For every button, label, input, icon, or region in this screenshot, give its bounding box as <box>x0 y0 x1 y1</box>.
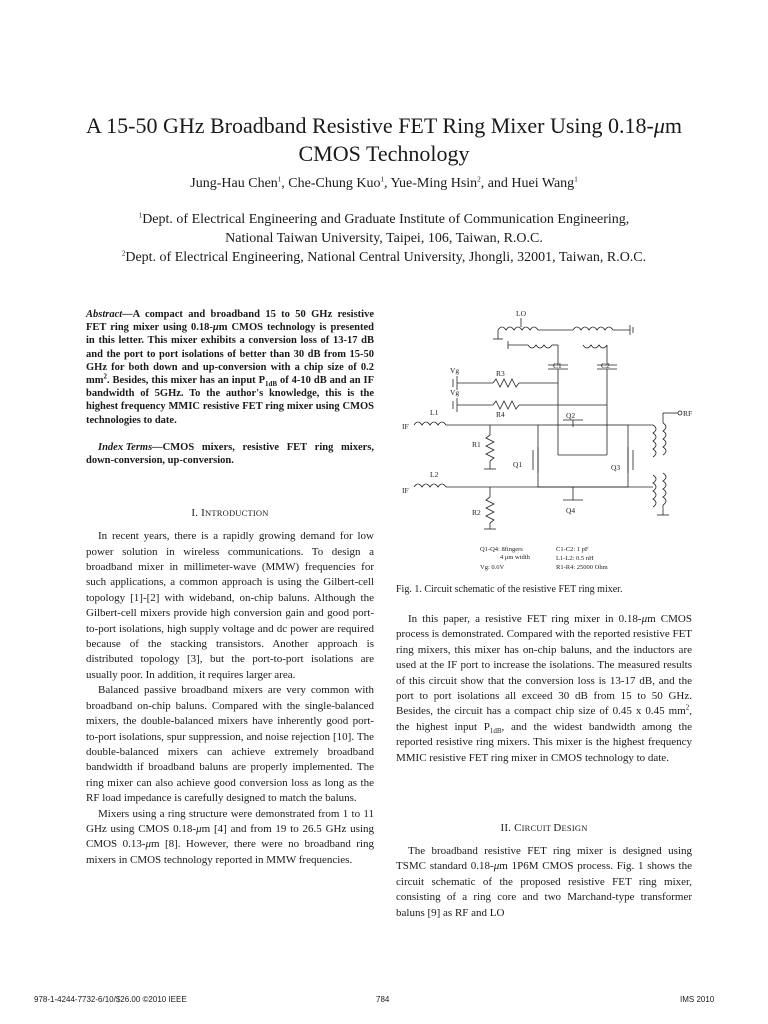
author-name: Che-Chung Kuo <box>288 176 381 191</box>
index-terms-text: —CMOS mixers, resistive FET ring mixers, down-conversion, up-conversion. <box>86 441 374 467</box>
lo-balun-coil <box>583 345 607 348</box>
inductor-l1 <box>414 422 446 425</box>
title-line-2: CMOS Technology <box>298 141 470 166</box>
note-transistors: Q1-Q4: 8fingers <box>480 546 523 553</box>
note-resistors: R1-R4: 25000 Ohm <box>556 564 608 571</box>
author-affil-sup: 1 <box>380 175 384 184</box>
footer-conference: IMS 2010 <box>680 995 715 1004</box>
author-list <box>60 176 708 192</box>
section-1-body <box>86 529 374 868</box>
author-affil-sup: 1 <box>277 175 282 184</box>
section-heading-cap: D <box>553 822 562 834</box>
section-heading-rest: ESIGN <box>561 823 588 833</box>
paragraph <box>396 612 692 766</box>
rf-balun-coil <box>663 473 666 505</box>
abstract-lead: Abstract <box>86 309 123 320</box>
label-rf: RF <box>683 409 693 418</box>
rf-balun-coil <box>653 425 656 457</box>
label-if: IF <box>402 422 409 431</box>
affil-1-sup: 1 <box>138 211 143 220</box>
label-lo: LO <box>516 309 526 318</box>
note-vg: Vg: 0.6V <box>480 564 505 571</box>
label-l1: L1 <box>430 408 439 417</box>
label-q2: Q2 <box>566 411 576 420</box>
lo-balun-coil <box>498 327 538 330</box>
affil-2-line-1: Dept. of Electrical Engineering, National Central University, Jhongli, 32001, Taiwan, R.O.C. <box>125 250 647 265</box>
label-vg: Vg <box>450 366 460 375</box>
footer-page-number: 784 <box>376 995 390 1004</box>
paragraph-text: m [4] and from 19 to 26.5 GHz using CMOS 0.13- <box>86 822 374 851</box>
paragraph-text: In this paper, a resistive FET ring mixer in 0.18- <box>408 613 642 625</box>
abstract-text: m CMOS technology is presented in this letter. This mixer exhibits a conversion loss of 13-17 dB and the port to port isolations of better than 30 dB from 15-50 GHz for both down and up-conversion with a chip size of 0.2 mm <box>86 322 374 387</box>
section-heading-rest: NTRODUCTION <box>205 508 269 519</box>
note-width: 4 μm width <box>500 554 530 561</box>
mu-symbol: μ <box>641 613 648 625</box>
label-l2: L2 <box>430 470 439 479</box>
paragraph-text: Mixers using a ring structure were demonstrated from 1 to 11 GHz using CMOS 0.18- <box>86 807 374 835</box>
paragraph-text: m 1P6M CMOS process. Fig. 1 shows the circuit schematic of the proposed resistive FET ring mixer, consisting of a ring core and two Marchand-type transformer baluns [9] as RF and LO <box>396 860 692 919</box>
author-separator: , <box>383 176 391 191</box>
section-heading-cap: I <box>201 507 206 520</box>
label-r4: R4 <box>496 410 505 419</box>
label-vg: Vg <box>450 388 460 397</box>
section-2-body <box>396 844 692 921</box>
author-name: Huei Wang <box>511 176 575 191</box>
abstract-text: . Besides, this mixer has an input P <box>107 375 266 387</box>
note-inductors: L1-L2: 0.5 nH <box>556 555 594 562</box>
mu-symbol: μ <box>145 838 152 851</box>
abstract-text: of 4-10 dB and an IF bandwidth of 5GHz. To the author's knowledge, this is the highest frequency MMIC resistive FET ring mixer using CMOS technologies to date. <box>86 375 375 426</box>
label-if: IF <box>402 486 409 495</box>
rf-balun-coil <box>663 423 666 455</box>
paragraph-text: , the highest input P <box>396 705 692 733</box>
title-line-1-end: m <box>664 113 683 138</box>
abstract <box>86 308 374 427</box>
inductor-l2 <box>414 484 446 487</box>
resistor-r3 <box>493 379 519 387</box>
rf-port <box>678 411 682 415</box>
abstract-sub: 1dB <box>265 380 278 389</box>
subscript: 1dB <box>489 727 502 736</box>
section-2-heading <box>396 822 692 834</box>
label-r3: R3 <box>496 369 505 378</box>
section-2 <box>396 822 692 921</box>
circuit-schematic <box>398 305 698 580</box>
author-affil-sup: 1 <box>574 175 578 184</box>
lo-balun-coil <box>528 345 552 348</box>
abstract-mu: μ <box>212 322 219 334</box>
label-r1: R1 <box>472 440 481 449</box>
section-heading-rest: IRCUIT <box>521 823 554 833</box>
author-separator: , and <box>480 176 512 191</box>
title-mu: μ <box>653 113 665 138</box>
section-heading-cap: C <box>514 822 522 834</box>
affil-1-line-1: Dept. of Electrical Engineering and Graduate Institute of Communication Engineering, <box>142 212 630 227</box>
label-q1: Q1 <box>513 460 523 469</box>
abstract-text: —A compact and broadband 15 to 50 GHz resistive FET ring mixer using 0.18- <box>86 309 374 334</box>
section-1-heading <box>86 507 374 519</box>
resistor-r1 <box>486 435 494 461</box>
label-c2: C2 <box>601 361 610 370</box>
index-terms <box>86 441 374 467</box>
author-name: Yue-Ming Hsin <box>390 176 478 191</box>
label-q3: Q3 <box>611 463 621 472</box>
label-q4: Q4 <box>566 506 576 515</box>
section-number: II. <box>500 822 515 834</box>
mu-symbol: μ <box>493 860 500 873</box>
label-r2: R2 <box>472 508 481 517</box>
superscript: 2 <box>685 703 690 712</box>
affiliations <box>60 210 708 267</box>
left-column <box>86 308 374 868</box>
author-separator: , <box>281 176 289 191</box>
abstract-sup: 2 <box>103 372 107 381</box>
resistor-r4 <box>493 401 519 409</box>
affil-2-sup: 2 <box>121 249 126 258</box>
affil-1-line-2: National Taiwan University, Taipei, 106, Taiwan, R.O.C. <box>225 231 543 246</box>
ring-core <box>538 425 628 487</box>
paragraph-text: m CMOS process is demonstrated. Compared with the reported resistive FET ring mixers, this mixer has on-chip baluns, and the inductors are used at the IF port to increase the isolations. The measured results of this circuit show that the conversion loss is 13-17 dB, and the port to port isolations all exceed 30 dB from 15 to 50 GHz. Besides, the circuit has a compact chip size of 0.45 x 0.45 mm <box>396 613 693 718</box>
footer-copyright: 978-1-4244-7732-6/10/$26.00 ©2010 IEEE <box>34 995 187 1004</box>
title-line-1: A 15-50 GHz Broadband Resistive FET Ring Mixer Using 0.18- <box>85 113 654 138</box>
resistor-r2 <box>486 497 494 523</box>
figure-caption: Fig. 1. Circuit schematic of the resistive FET ring mixer. <box>396 584 623 595</box>
paragraph-text: The broadband resistive FET ring mixer is designed using TSMC standard 0.18- <box>396 845 692 873</box>
paper-title <box>60 112 708 168</box>
author-affil-sup: 2 <box>477 175 481 184</box>
paragraph-text: m [8]. However, there were no broadband ring mixers in CMOS technology reported in MMW frequencies. <box>86 838 374 866</box>
mu-symbol: μ <box>196 822 202 835</box>
note-capacitors: C1-C2: 1 pF <box>556 546 589 553</box>
lo-balun-coil <box>573 327 613 330</box>
right-column-intro <box>396 612 692 766</box>
label-c1: C1 <box>553 361 562 370</box>
section-number: I. <box>191 507 202 520</box>
paragraph: Balanced passive broadband mixers are very common with broadband on-chip baluns. Compared with the single-balanced mixers, the double-balanced mixers have inherently good port-to-port isolations, spur suppression, and noise rejection [10]. The double-balanced mixers can achieve extremely broadband bandwidth if broadband baluns are properly implemented. The ring mixer can also achieve good conversion loss as long as the RF load impedance is carefully designed to match the baluns. <box>86 684 374 805</box>
rf-balun-coil <box>653 475 656 507</box>
index-terms-lead: Index Terms <box>98 441 153 453</box>
paragraph <box>396 844 692 921</box>
paragraph-text: , and the widest bandwidth among the reported resistive ring mixers. This mixer is the highest frequency MMIC resistive FET ring mixer in CMOS technology to date. <box>396 720 692 764</box>
author-name: Jung-Hau Chen <box>190 176 278 191</box>
paragraph: In recent years, there is a rapidly growing demand for low power solution in wireless communications. To design a broadband mixer in millimeter-wave (MMW) frequencies for such applications, a common approach is using the Gilbert-cell topology [1]-[2] with wideband, on-chip baluns. Although the Gilbert-cell mixers provide high conversion gain and good port-to-port isolations, high supply voltage and dc power are required because of the stacking transistors. Another approach is distributed topology [3], but the port-to-port isolations are usually poor. In addition, it requires larger area. <box>86 530 374 681</box>
paragraph <box>86 807 374 869</box>
